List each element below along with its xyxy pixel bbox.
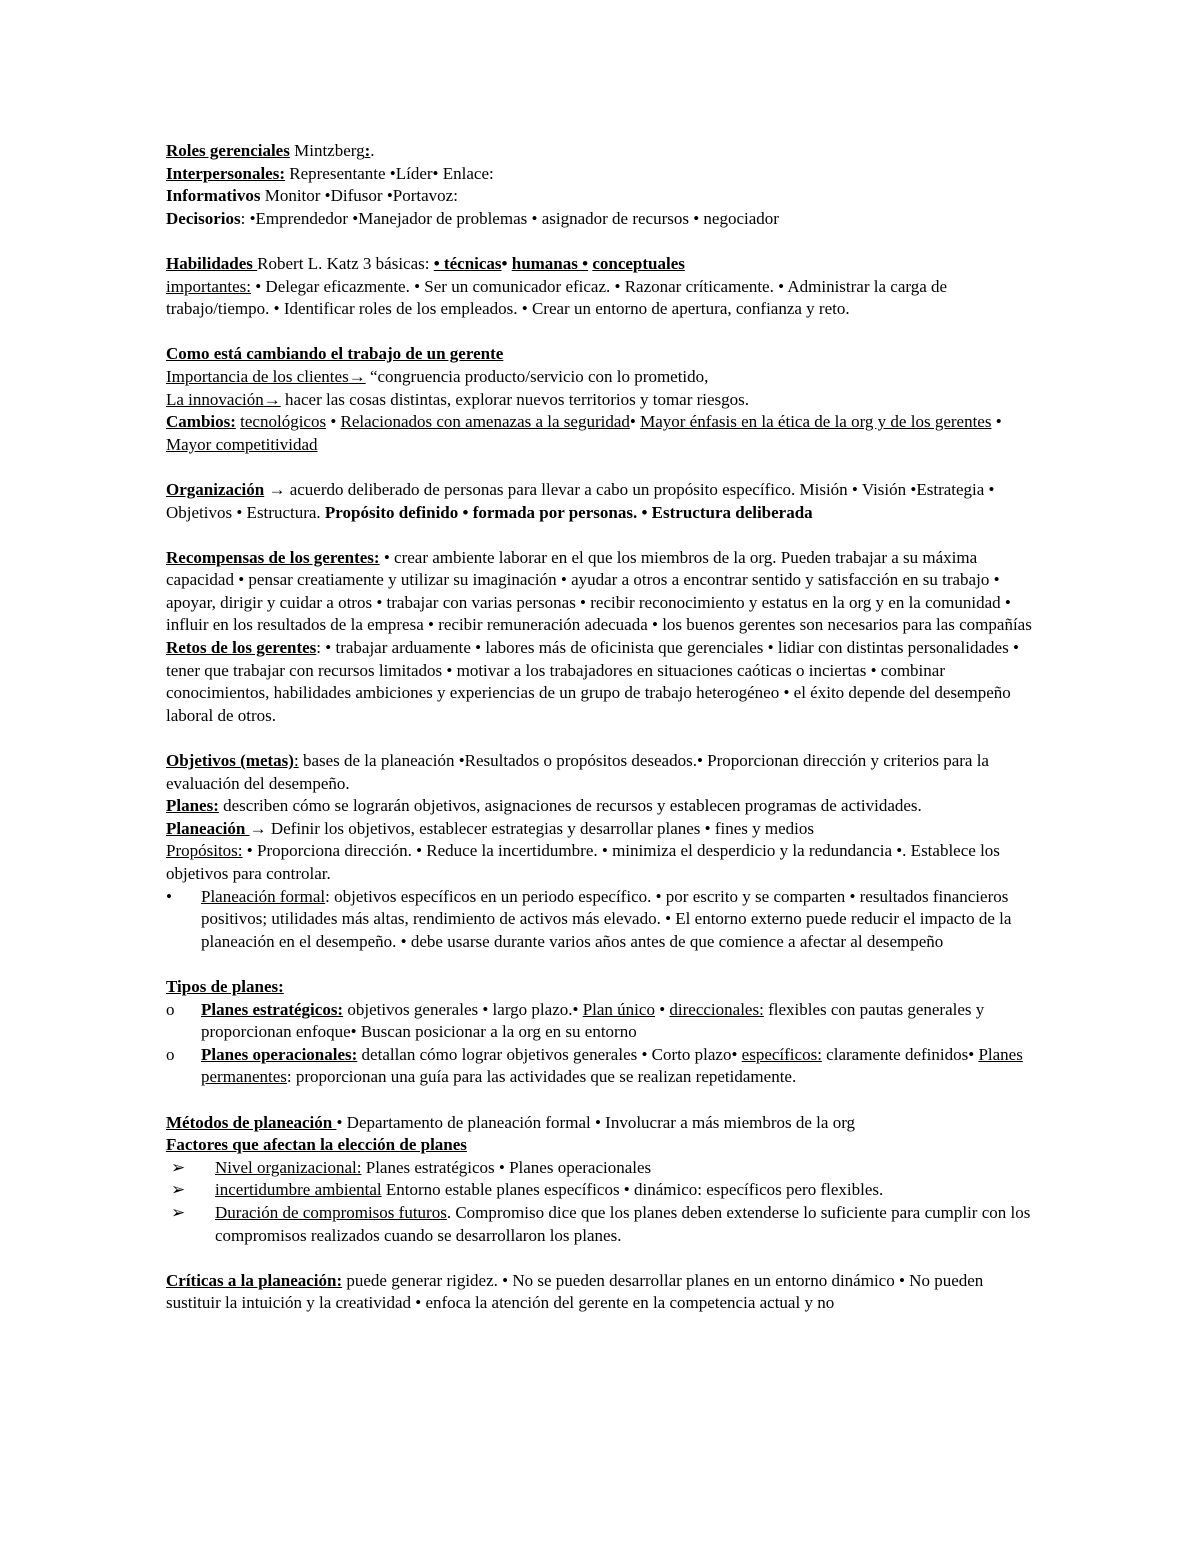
cambio-heading: Como está cambiando el trabajo de un gerente <box>166 344 504 364</box>
arrowhead-bullet-icon: ➢ <box>171 1180 186 1200</box>
organizacion-heading: Organización <box>166 479 265 499</box>
habilidades-heading: Habilidades <box>166 253 258 273</box>
arrow-icon: → <box>249 818 267 838</box>
arrow-icon: → <box>268 479 286 499</box>
list-item: ➢ Nivel organizacional: Planes estratégicos • Planes operacionales <box>166 1157 1036 1180</box>
bullet-icon: • <box>166 886 172 906</box>
cambio-clientes: Importancia de los clientes→ “congruencia producto/servicio con lo prometido, <box>166 366 709 386</box>
planeacion-formal-list <box>166 886 1036 954</box>
metodos-paragraph: Métodos de planeación • Departamento de planeación formal • Involucrar a más miembros de la org <box>166 1112 856 1132</box>
roles-heading: Roles gerenciales <box>166 141 290 160</box>
list-item: o Planes operacionales: detallan cómo lograr objetivos generales • Corto plazo• específicos: claramente definidos• Planes permanentes: proporcionan una guía para las actividades que se realizan repetidamente. <box>166 1044 1023 1087</box>
tipos-list <box>166 999 1036 1089</box>
factores-heading: Factores que afectan la elección de planes <box>166 1135 467 1155</box>
retos-paragraph: Retos de los gerentes: • trabajar arduamente • labores más de oficinista que gerenciales • lidiar con distintas personalidades • tener que trabajar con recursos limitados • motivar a los trabajadores en situaciones caóticas o inciertas • combinar conocimientos, habilidades ambiciones y experiencias de un grupo de trabajo heterogéneo • el éxito depende del desempeño laboral de otros. <box>166 638 1019 725</box>
objetivos-heading: Objetivos (metas) <box>166 751 294 771</box>
retos-heading: Retos de los gerentes <box>166 638 317 658</box>
arrow-icon: → <box>263 389 281 409</box>
document-page <box>166 140 1036 1315</box>
cambio-cambios: Cambios: tecnológicos • Relacionados con amenazas a la seguridad• Mayor énfasis en la ética de la org y de los gerentes • Mayor competitividad <box>166 412 1002 454</box>
cambio-innovacion: La innovación→ hacer las cosas distintas, explorar nuevos territorios y tomar riesgos. <box>166 389 750 409</box>
cambio-heading-line <box>166 343 1036 366</box>
list-item: • Planeación formal: objetivos específicos en un periodo específico. • por escrito y se comparten • resultados financieros positivos; utilidades más altas, rendimiento de activos más elevado. • El entorno externo puede reducir el impacto de la planeación en el desempeño. • debe usarse durante varios años antes de que comience a afectar al desempeño <box>166 886 1012 951</box>
factores-list <box>166 1157 1036 1247</box>
habilidades-importantes: importantes: • Delegar eficazmente. • Ser un comunicador eficaz. • Razonar críticamente. • Administrar la carga de trabajo/tiempo. • Identificar roles de los empleados. • Crear un entorno de apertura, confianza y reto. <box>166 276 948 319</box>
metodos-heading: Métodos de planeación <box>166 1112 337 1132</box>
criticas-heading: Críticas a la planeación: <box>166 1270 343 1290</box>
recompensas-heading: Recompensas de los gerentes: <box>166 547 380 567</box>
circle-bullet-icon: o <box>166 999 175 1019</box>
organizacion-paragraph: Organización → acuerdo deliberado de personas para llevar a cabo un propósito específico. Misión • Visión •Estrategia • Objetivos • Estructura. Propósito definido • formada por personas. • Estructura deliberada <box>166 479 995 522</box>
list-item: ➢ Duración de compromisos futuros. Compromiso dice que los planes deben extenderse lo suficiente para cumplir con los compromisos realizados cuando se desarrollaron los planes. <box>171 1202 1031 1245</box>
propositos-paragraph: Propósitos: • Proporciona dirección. • Reduce la incertidumbre. • minimiza el desperdicio y la redundancia •. Establece los objetivos para controlar. <box>166 841 1000 883</box>
planeacion-paragraph: Planeación → Definir los objetivos, establecer estrategias y desarrollar planes • fines y medios <box>166 818 815 838</box>
roles-interpersonales: Interpersonales: Representante •Líder• Enlace: <box>166 163 494 183</box>
arrow-icon: → <box>348 366 366 386</box>
recompensas-paragraph: Recompensas de los gerentes: • crear ambiente laborar en el que los miembros de la org. Pueden trabajar a su máxima capacidad • pensar creatiamente y utilizar su imaginación • ayudar a otros a encontrar sentido y satisfacción en su trabajo • apoyar, dirigir y cuidar a otros • trabajar con varias personas • recibir reconocimiento y estatus en la org y en la comunidad • influir en los resultados de la empresa • recibir remuneración adecuada • los buenos gerentes son necesarios para las compañías <box>166 547 1032 635</box>
criticas-paragraph: Críticas a la planeación: puede generar rigidez. • No se pueden desarrollar planes en un entorno dinámico • No pueden sustituir la intuición y la creatividad • enfoca la atención del gerente en la competencia actual y no <box>166 1270 984 1313</box>
roles-heading-line: Roles gerenciales Mintzberg:. <box>166 141 375 160</box>
arrowhead-bullet-icon: ➢ <box>171 1202 186 1222</box>
planes-paragraph: Planes: describen cómo se lograrán objetivos, asignaciones de recursos y establecen programas de actividades. <box>166 796 922 816</box>
objetivos-paragraph: Objetivos (metas): bases de la planeación •Resultados o propósitos deseados.• Proporcionan dirección y criterios para la evaluación del desempeño. <box>166 751 989 793</box>
tipos-heading-line <box>166 976 1036 999</box>
circle-bullet-icon: o <box>166 1044 175 1064</box>
arrowhead-bullet-icon: ➢ <box>171 1157 186 1177</box>
habilidades-line: Habilidades Robert L. Katz 3 básicas: • técnicas• humanas • conceptuales <box>166 253 685 273</box>
list-item: ➢ incertidumbre ambiental Entorno estable planes específicos • dinámico: específicos pero flexibles. <box>166 1179 1036 1202</box>
roles-decisorios: Decisorios: •Emprendedor •Manejador de problemas • asignador de recursos • negociador <box>166 208 779 228</box>
list-item: o Planes estratégicos: objetivos generales • largo plazo.• Plan único • direccionales: flexibles con pautas generales y proporcionan enfoque• Buscan posicionar a la org en su entorno <box>166 999 985 1042</box>
roles-informativos: Informativos Monitor •Difusor •Portavoz: <box>166 186 458 206</box>
factores-heading-line <box>166 1134 1036 1157</box>
tipos-heading: Tipos de planes: <box>166 976 284 996</box>
